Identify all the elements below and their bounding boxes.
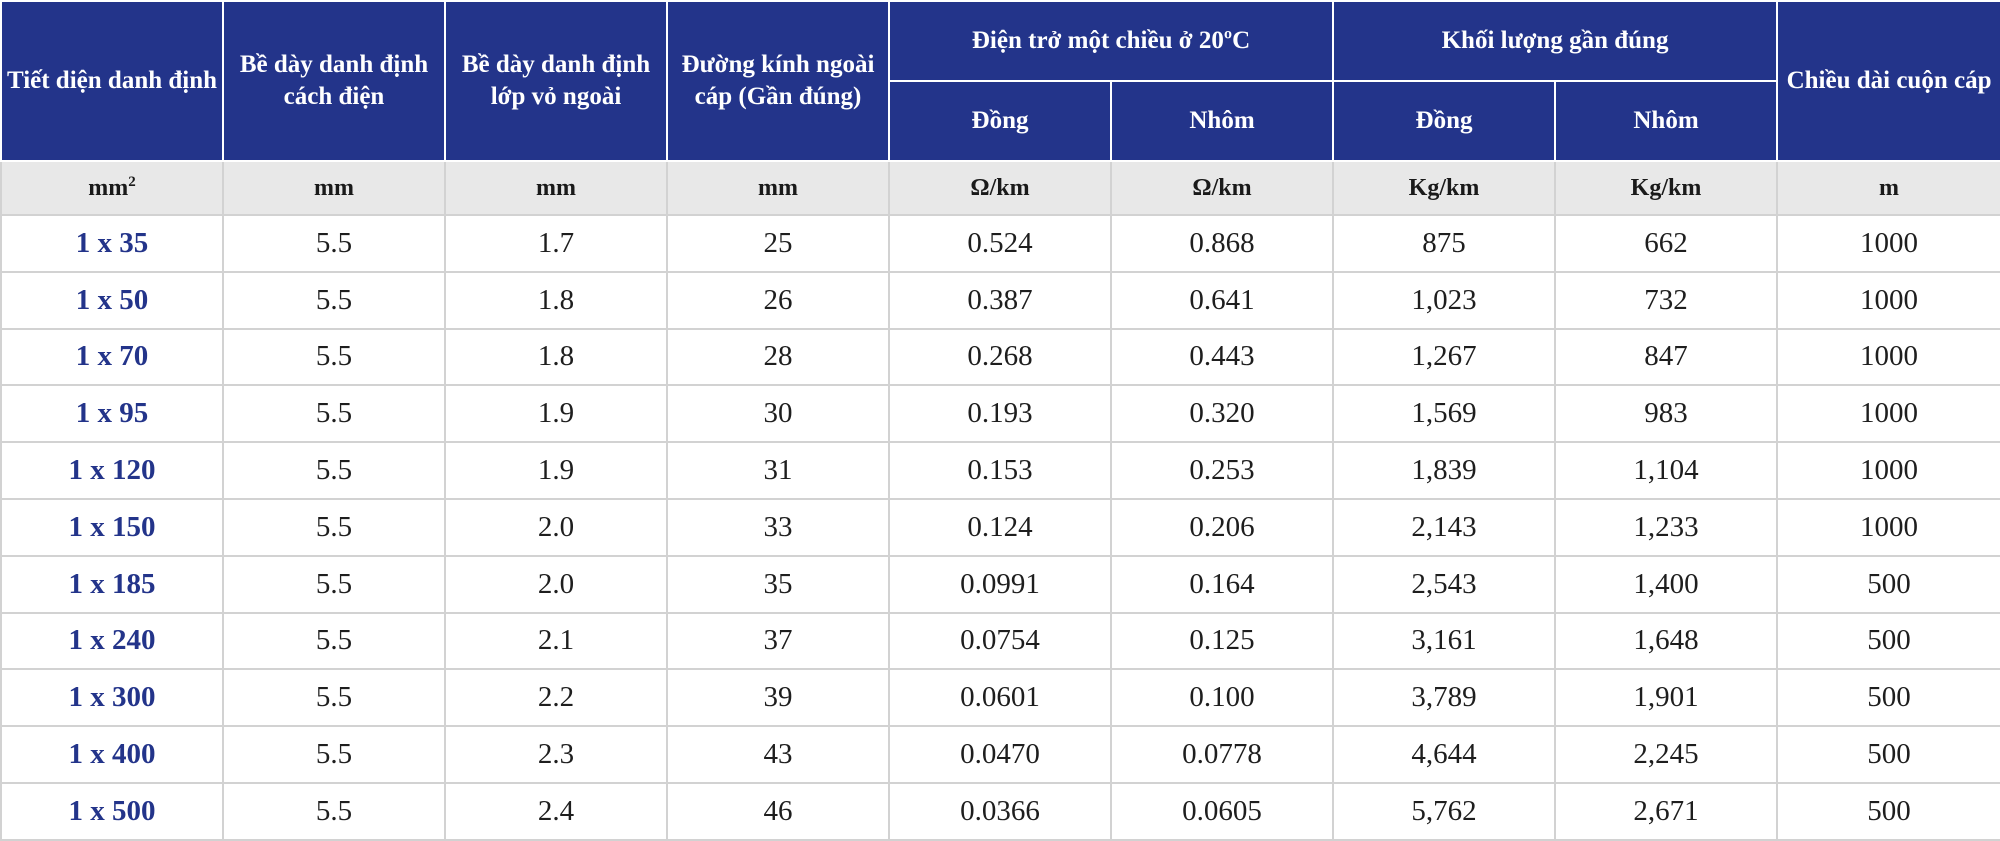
cell-tiet-dien: 1 x 70 <box>1 329 223 386</box>
cell-khoi-luong-dong: 875 <box>1333 215 1555 272</box>
cell-khoi-luong-nhom: 1,901 <box>1555 669 1777 726</box>
cell-dien-tro-nhom: 0.164 <box>1111 556 1333 613</box>
cell-dien-tro-dong: 0.0366 <box>889 783 1111 840</box>
cell-be-day-cach-dien: 5.5 <box>223 499 445 556</box>
cell-dien-tro-nhom: 0.100 <box>1111 669 1333 726</box>
cell-be-day-vo: 2.2 <box>445 669 667 726</box>
cell-khoi-luong-dong: 1,569 <box>1333 385 1555 442</box>
cell-tiet-dien: 1 x 240 <box>1 613 223 670</box>
cell-chieu-dai: 1000 <box>1777 385 2000 442</box>
cell-dien-tro-dong: 0.387 <box>889 272 1111 329</box>
cell-be-day-vo: 2.0 <box>445 499 667 556</box>
cell-duong-kinh: 43 <box>667 726 889 783</box>
cell-be-day-cach-dien: 5.5 <box>223 669 445 726</box>
cell-khoi-luong-nhom: 847 <box>1555 329 1777 386</box>
cell-be-day-cach-dien: 5.5 <box>223 215 445 272</box>
cell-khoi-luong-dong: 1,023 <box>1333 272 1555 329</box>
subheader-dien-tro-dong: Đồng <box>889 81 1111 161</box>
cell-dien-tro-nhom: 0.443 <box>1111 329 1333 386</box>
cell-dien-tro-dong: 0.124 <box>889 499 1111 556</box>
cell-dien-tro-nhom: 0.253 <box>1111 442 1333 499</box>
cell-be-day-vo: 1.9 <box>445 442 667 499</box>
cell-be-day-cach-dien: 5.5 <box>223 613 445 670</box>
cell-chieu-dai: 500 <box>1777 783 2000 840</box>
cell-dien-tro-dong: 0.0470 <box>889 726 1111 783</box>
cell-tiet-dien: 1 x 35 <box>1 215 223 272</box>
cell-chieu-dai: 1000 <box>1777 499 2000 556</box>
cell-duong-kinh: 28 <box>667 329 889 386</box>
cell-khoi-luong-nhom: 662 <box>1555 215 1777 272</box>
cell-tiet-dien: 1 x 50 <box>1 272 223 329</box>
cell-khoi-luong-dong: 1,839 <box>1333 442 1555 499</box>
cell-dien-tro-dong: 0.193 <box>889 385 1111 442</box>
table-row <box>1 385 2000 442</box>
cell-be-day-cach-dien: 5.5 <box>223 783 445 840</box>
unit-tiet-dien <box>1 161 223 215</box>
table-row <box>1 669 2000 726</box>
table-row <box>1 556 2000 613</box>
cell-dien-tro-nhom: 0.206 <box>1111 499 1333 556</box>
cell-tiet-dien: 1 x 400 <box>1 726 223 783</box>
cell-chieu-dai: 500 <box>1777 669 2000 726</box>
header-row <box>1 1 2000 81</box>
table-row <box>1 329 2000 386</box>
cell-dien-tro-dong: 0.268 <box>889 329 1111 386</box>
cell-chieu-dai: 500 <box>1777 613 2000 670</box>
header-be-day-cach-dien: Bề dày danh định cách điện <box>223 1 445 161</box>
table-row <box>1 726 2000 783</box>
cell-khoi-luong-dong: 3,789 <box>1333 669 1555 726</box>
cell-tiet-dien: 1 x 500 <box>1 783 223 840</box>
cell-khoi-luong-nhom: 1,648 <box>1555 613 1777 670</box>
unit-khoi-luong-dong: Kg/km <box>1333 161 1555 215</box>
cell-be-day-vo: 2.4 <box>445 783 667 840</box>
header-khoi-luong: Khối lượng gần đúng <box>1333 1 1777 81</box>
cell-tiet-dien: 1 x 150 <box>1 499 223 556</box>
cell-khoi-luong-nhom: 1,233 <box>1555 499 1777 556</box>
cell-dien-tro-nhom: 0.320 <box>1111 385 1333 442</box>
cell-khoi-luong-dong: 4,644 <box>1333 726 1555 783</box>
cell-be-day-cach-dien: 5.5 <box>223 329 445 386</box>
cell-be-day-cach-dien: 5.5 <box>223 442 445 499</box>
unit-chieu-dai: m <box>1777 161 2000 215</box>
cell-dien-tro-nhom: 0.0778 <box>1111 726 1333 783</box>
cell-chieu-dai: 500 <box>1777 556 2000 613</box>
subheader-dien-tro-nhom: Nhôm <box>1111 81 1333 161</box>
cell-tiet-dien: 1 x 300 <box>1 669 223 726</box>
unit-dien-tro-nhom: Ω/km <box>1111 161 1333 215</box>
header-duong-kinh: Đường kính ngoài cáp (Gần đúng) <box>667 1 889 161</box>
cell-duong-kinh: 30 <box>667 385 889 442</box>
cell-dien-tro-dong: 0.0991 <box>889 556 1111 613</box>
cell-dien-tro-nhom: 0.868 <box>1111 215 1333 272</box>
header-dien-tro: Điện trở một chiều ở 20ºC <box>889 1 1333 81</box>
cell-khoi-luong-nhom: 2,671 <box>1555 783 1777 840</box>
cell-khoi-luong-dong: 2,543 <box>1333 556 1555 613</box>
unit-duong-kinh: mm <box>667 161 889 215</box>
cell-dien-tro-dong: 0.153 <box>889 442 1111 499</box>
subheader-khoi-luong-nhom: Nhôm <box>1555 81 1777 161</box>
cell-duong-kinh: 46 <box>667 783 889 840</box>
unit-tiet-dien-sup: 2 <box>128 174 136 190</box>
table-row <box>1 442 2000 499</box>
header-be-day-vo: Bề dày danh định lớp vỏ ngoài <box>445 1 667 161</box>
cell-dien-tro-nhom: 0.641 <box>1111 272 1333 329</box>
unit-be-day-cach-dien: mm <box>223 161 445 215</box>
cell-tiet-dien: 1 x 185 <box>1 556 223 613</box>
cell-duong-kinh: 39 <box>667 669 889 726</box>
cell-be-day-cach-dien: 5.5 <box>223 385 445 442</box>
cell-chieu-dai: 1000 <box>1777 329 2000 386</box>
cell-chieu-dai: 1000 <box>1777 272 2000 329</box>
table-body <box>1 215 2000 840</box>
table-row <box>1 272 2000 329</box>
unit-khoi-luong-nhom: Kg/km <box>1555 161 1777 215</box>
table-row <box>1 499 2000 556</box>
units-row <box>1 161 2000 215</box>
cell-duong-kinh: 35 <box>667 556 889 613</box>
cell-chieu-dai: 500 <box>1777 726 2000 783</box>
cell-duong-kinh: 25 <box>667 215 889 272</box>
cell-dien-tro-dong: 0.524 <box>889 215 1111 272</box>
cell-khoi-luong-nhom: 983 <box>1555 385 1777 442</box>
cell-duong-kinh: 26 <box>667 272 889 329</box>
cell-tiet-dien: 1 x 120 <box>1 442 223 499</box>
cell-be-day-cach-dien: 5.5 <box>223 726 445 783</box>
cell-khoi-luong-nhom: 1,400 <box>1555 556 1777 613</box>
cell-khoi-luong-nhom: 2,245 <box>1555 726 1777 783</box>
cell-duong-kinh: 31 <box>667 442 889 499</box>
cell-dien-tro-dong: 0.0601 <box>889 669 1111 726</box>
cell-dien-tro-dong: 0.0754 <box>889 613 1111 670</box>
table-row <box>1 783 2000 840</box>
cell-dien-tro-nhom: 0.0605 <box>1111 783 1333 840</box>
cell-be-day-vo: 2.1 <box>445 613 667 670</box>
cell-duong-kinh: 33 <box>667 499 889 556</box>
cell-khoi-luong-dong: 2,143 <box>1333 499 1555 556</box>
subheader-khoi-luong-dong: Đồng <box>1333 81 1555 161</box>
cell-khoi-luong-dong: 3,161 <box>1333 613 1555 670</box>
unit-be-day-vo: mm <box>445 161 667 215</box>
cell-be-day-cach-dien: 5.5 <box>223 556 445 613</box>
unit-dien-tro-dong: Ω/km <box>889 161 1111 215</box>
cell-khoi-luong-nhom: 1,104 <box>1555 442 1777 499</box>
cell-chieu-dai: 1000 <box>1777 215 2000 272</box>
unit-tiet-dien-base: mm <box>88 175 129 201</box>
cell-chieu-dai: 1000 <box>1777 442 2000 499</box>
cell-be-day-vo: 2.3 <box>445 726 667 783</box>
cell-be-day-vo: 1.7 <box>445 215 667 272</box>
cell-khoi-luong-dong: 1,267 <box>1333 329 1555 386</box>
cell-be-day-vo: 1.8 <box>445 329 667 386</box>
cell-be-day-vo: 1.8 <box>445 272 667 329</box>
cell-khoi-luong-dong: 5,762 <box>1333 783 1555 840</box>
cell-be-day-cach-dien: 5.5 <box>223 272 445 329</box>
cell-dien-tro-nhom: 0.125 <box>1111 613 1333 670</box>
table-row <box>1 215 2000 272</box>
cell-be-day-vo: 2.0 <box>445 556 667 613</box>
cell-khoi-luong-nhom: 732 <box>1555 272 1777 329</box>
cell-duong-kinh: 37 <box>667 613 889 670</box>
header-tiet-dien: Tiết diện danh định <box>1 1 223 161</box>
cell-tiet-dien: 1 x 95 <box>1 385 223 442</box>
table-row <box>1 613 2000 670</box>
cell-be-day-vo: 1.9 <box>445 385 667 442</box>
header-chieu-dai: Chiều dài cuộn cáp <box>1777 1 2000 161</box>
